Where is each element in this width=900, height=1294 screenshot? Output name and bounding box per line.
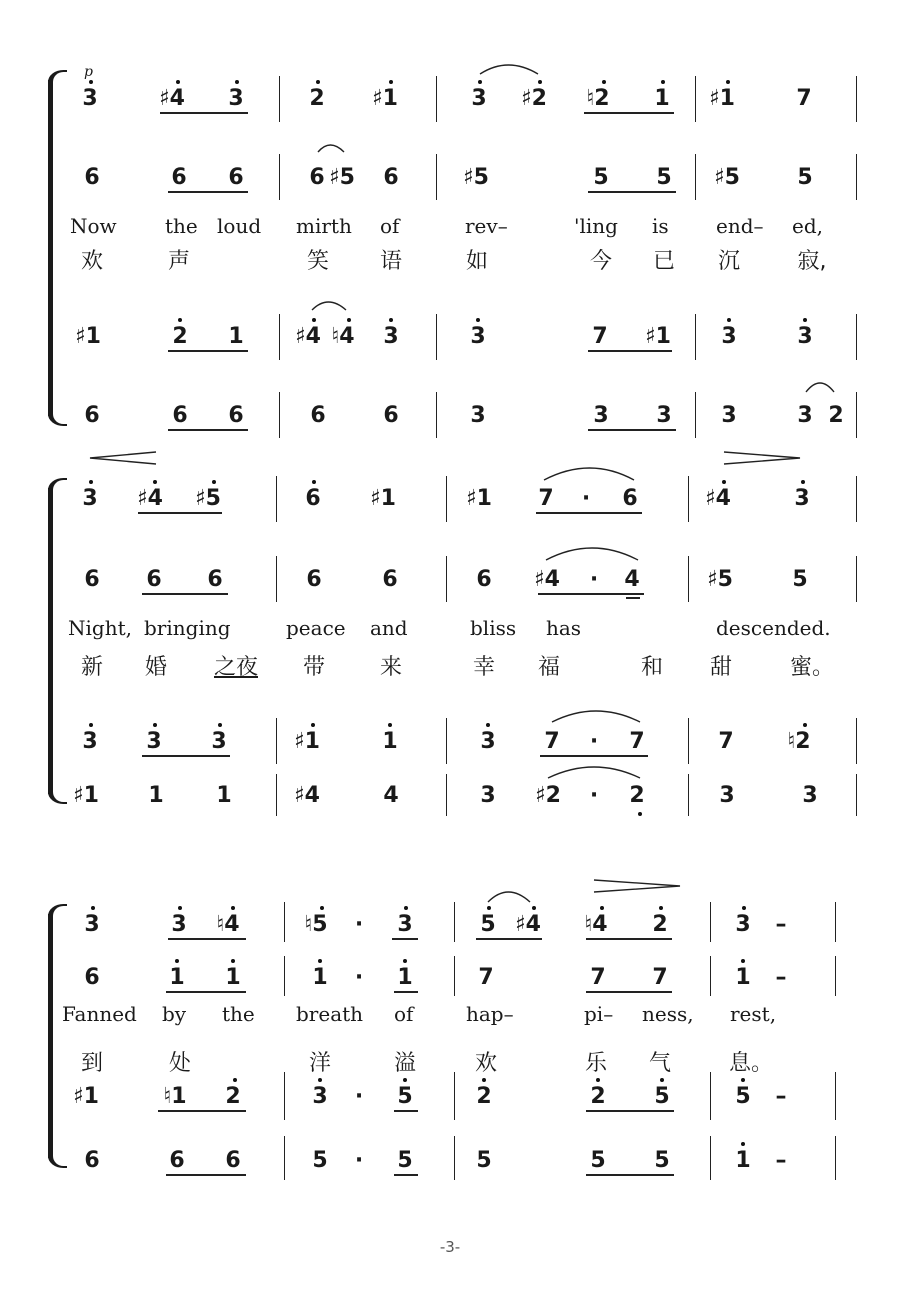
note: 6 <box>306 567 322 592</box>
lyric-cn: 寂, <box>797 249 827 274</box>
lyric-cn: 来 <box>379 655 403 680</box>
note: 6 <box>172 403 188 428</box>
note: 5 <box>654 1148 670 1173</box>
note: 3 <box>719 783 735 808</box>
note: 1 <box>397 965 413 990</box>
note: ♯4 <box>515 912 541 937</box>
note: 7 <box>796 86 812 111</box>
note: · <box>354 912 364 937</box>
note: 1 <box>654 86 670 111</box>
note: 1 <box>312 965 328 990</box>
note: 3 <box>228 86 244 111</box>
note: 4 <box>383 783 399 808</box>
note: 2 <box>476 1084 492 1109</box>
slur <box>806 383 834 392</box>
note: ♯5 <box>463 165 489 190</box>
note: 3 <box>397 912 413 937</box>
note: 3 <box>383 324 399 349</box>
note: ♯1 <box>466 486 492 511</box>
slur <box>312 302 346 310</box>
note: 6 <box>310 403 326 428</box>
note: 3 <box>797 403 813 428</box>
note: ♮1 <box>163 1084 187 1109</box>
note: 6 <box>169 1148 185 1173</box>
crescendo-hairpin <box>90 452 156 464</box>
note: ♯5 <box>195 486 221 511</box>
note: 6 <box>228 165 244 190</box>
note: 5 <box>797 165 813 190</box>
lyric-cn: 声 <box>167 249 191 274</box>
lyric-cn: 处 <box>168 1051 192 1076</box>
lyric-cn: 甜 <box>709 655 733 680</box>
note: ♯1 <box>709 86 735 111</box>
note: 5 <box>593 165 609 190</box>
note: 3 <box>802 783 818 808</box>
note: 5 <box>792 567 808 592</box>
note: 6 <box>84 567 100 592</box>
note: ♮2 <box>787 729 811 754</box>
note: ♯1 <box>294 729 320 754</box>
note: 3 <box>721 324 737 349</box>
lyric-en: has <box>546 616 582 640</box>
lyric-cn: 如 <box>465 249 489 274</box>
note: 1 <box>735 965 751 990</box>
lyric-en: of <box>380 214 400 238</box>
lyric-en: ed, <box>792 214 823 238</box>
note: ♯4 <box>294 783 320 808</box>
lyric-en: Now <box>70 214 117 238</box>
note: 3 <box>593 403 609 428</box>
lyric-en: the <box>165 214 198 238</box>
lyric-en: pi– <box>584 1002 614 1026</box>
slur <box>480 65 538 74</box>
note: 6 <box>383 165 399 190</box>
slur <box>544 468 634 480</box>
note: 3 <box>480 729 496 754</box>
slur <box>552 711 640 722</box>
note: 6 <box>476 567 492 592</box>
lyric-en: loud <box>217 214 262 238</box>
lyric-en: is <box>652 214 669 238</box>
note: 3 <box>82 486 98 511</box>
note: 5 <box>656 165 672 190</box>
note: – <box>775 912 787 937</box>
note: 7 <box>590 965 606 990</box>
lyric-en: ness, <box>642 1002 694 1026</box>
lyric-cn: 婚 <box>144 655 168 680</box>
note: 1 <box>228 324 244 349</box>
note: · <box>589 729 599 754</box>
note: · <box>589 783 599 808</box>
note: 7 <box>544 729 560 754</box>
note: · <box>589 567 599 592</box>
lyric-en: bliss <box>470 616 517 640</box>
lyric-cn: 乐 <box>584 1051 608 1076</box>
note: 4 <box>624 567 640 592</box>
lyric-en: breath <box>296 1002 364 1026</box>
note: 6 <box>84 165 100 190</box>
note: 3 <box>721 403 737 428</box>
note: 6 <box>84 403 100 428</box>
note: ♯4 <box>295 324 321 349</box>
note: ♯5 <box>329 165 355 190</box>
note: ♮4 <box>584 912 608 937</box>
lyric-cn: 沉 <box>717 249 741 274</box>
note: 1 <box>148 783 164 808</box>
note: 6 <box>622 486 638 511</box>
lyric-en: 'ling <box>574 214 618 238</box>
note: 2 <box>652 912 668 937</box>
note: · <box>581 486 591 511</box>
note: 7 <box>629 729 645 754</box>
note: 3 <box>471 86 487 111</box>
lyric-cn: 今 <box>589 249 613 274</box>
slur <box>546 548 638 560</box>
lyric-cn: 之夜 <box>213 655 259 680</box>
note: 2 <box>590 1084 606 1109</box>
note: 7 <box>592 324 608 349</box>
note: 7 <box>652 965 668 990</box>
note: 3 <box>211 729 227 754</box>
note: 6 <box>84 965 100 990</box>
note: ♯2 <box>535 783 561 808</box>
lyric-cn: 已 <box>652 249 676 274</box>
lyric-cn: 新 <box>80 655 104 680</box>
lyric-cn: 和 <box>640 655 664 680</box>
note: ♯1 <box>372 86 398 111</box>
note: 2 <box>828 403 844 428</box>
note: 5 <box>590 1148 606 1173</box>
lyric-en: bringing <box>144 616 231 640</box>
lyric-cn: 笑 <box>306 249 330 274</box>
lyric-en: the <box>222 1002 255 1026</box>
lyric-cn: 息。 <box>728 1051 774 1076</box>
note: 5 <box>476 1148 492 1173</box>
lyric-en: mirth <box>296 214 352 238</box>
note: 2 <box>309 86 325 111</box>
note: ♯5 <box>714 165 740 190</box>
note: · <box>354 1084 364 1109</box>
note: ♯1 <box>370 486 396 511</box>
note: · <box>354 965 364 990</box>
note: – <box>775 965 787 990</box>
note: · <box>354 1148 364 1173</box>
note: 1 <box>225 965 241 990</box>
note: ♯1 <box>645 324 671 349</box>
slur <box>488 892 530 902</box>
note: 6 <box>146 567 162 592</box>
lyric-en: descended. <box>716 616 831 640</box>
note: 3 <box>470 403 486 428</box>
lyric-en: by <box>162 1002 187 1026</box>
lyric-en: rev– <box>465 214 508 238</box>
note: 6 <box>225 1148 241 1173</box>
note: 5 <box>397 1084 413 1109</box>
note: 6 <box>228 403 244 428</box>
note: ♮4 <box>331 324 355 349</box>
note: 6 <box>171 165 187 190</box>
note: 1 <box>216 783 232 808</box>
lyric-cn: 幸 <box>472 655 496 680</box>
lyric-cn: 带 <box>302 655 326 680</box>
note: 6 <box>309 165 325 190</box>
lyric-cn: 到 <box>80 1051 104 1076</box>
note: – <box>775 1148 787 1173</box>
note: ♮4 <box>216 912 240 937</box>
note: 2 <box>225 1084 241 1109</box>
lyric-cn: 洋 <box>308 1051 332 1076</box>
note: ♯2 <box>521 86 547 111</box>
slur <box>548 767 640 778</box>
lyric-en: end– <box>716 214 764 238</box>
note: 3 <box>82 86 98 111</box>
lyric-cn: 气 <box>648 1051 672 1076</box>
note: 6 <box>383 403 399 428</box>
note: 6 <box>305 486 321 511</box>
lyric-en: Night, <box>68 616 132 640</box>
note: 3 <box>735 912 751 937</box>
note: 5 <box>312 1148 328 1173</box>
lyric-en: of <box>394 1002 414 1026</box>
lyric-en: peace <box>286 616 346 640</box>
page-number: -3- <box>439 1238 461 1256</box>
note: ♮2 <box>586 86 610 111</box>
lyric-cn: 欢 <box>80 249 104 274</box>
lyric-en: rest, <box>730 1002 777 1026</box>
note: 3 <box>794 486 810 511</box>
note: 3 <box>171 912 187 937</box>
note: ♮5 <box>304 912 328 937</box>
dynamic-mark: p <box>84 64 93 80</box>
note: 3 <box>84 912 100 937</box>
note: 5 <box>735 1084 751 1109</box>
note: ♯1 <box>75 324 101 349</box>
note: 7 <box>538 486 554 511</box>
note: 3 <box>312 1084 328 1109</box>
note: 5 <box>480 912 496 937</box>
note: 6 <box>207 567 223 592</box>
note: ♯4 <box>534 567 560 592</box>
lyric-cn: 语 <box>379 249 403 274</box>
note: 3 <box>470 324 486 349</box>
note: – <box>775 1084 787 1109</box>
note: 6 <box>84 1148 100 1173</box>
note: 3 <box>797 324 813 349</box>
lyric-en: and <box>370 616 408 640</box>
note: ♯4 <box>705 486 731 511</box>
note: 3 <box>656 403 672 428</box>
slur <box>318 145 344 152</box>
decrescendo-hairpin <box>724 452 800 464</box>
note: 3 <box>82 729 98 754</box>
lyric-cn: 溢 <box>393 1051 417 1076</box>
note: 7 <box>478 965 494 990</box>
note: ♯4 <box>137 486 163 511</box>
note: 2 <box>629 783 645 808</box>
note: 2 <box>172 324 188 349</box>
note: 1 <box>735 1148 751 1173</box>
lyric-en: hap– <box>466 1002 514 1026</box>
note: 7 <box>718 729 734 754</box>
note: 1 <box>382 729 398 754</box>
note: 1 <box>169 965 185 990</box>
lyric-cn: 蜜。 <box>789 655 835 680</box>
note: 3 <box>480 783 496 808</box>
note: ♯1 <box>73 783 99 808</box>
lyric-en: Fanned <box>62 1002 137 1026</box>
lyric-cn: 欢 <box>474 1051 498 1076</box>
decrescendo-hairpin <box>594 880 680 892</box>
note: 6 <box>382 567 398 592</box>
note: 3 <box>146 729 162 754</box>
note: 5 <box>397 1148 413 1173</box>
note: ♯5 <box>707 567 733 592</box>
note: ♯1 <box>73 1084 99 1109</box>
note: ♯4 <box>159 86 185 111</box>
lyric-cn: 福 <box>537 655 561 680</box>
note: 5 <box>654 1084 670 1109</box>
